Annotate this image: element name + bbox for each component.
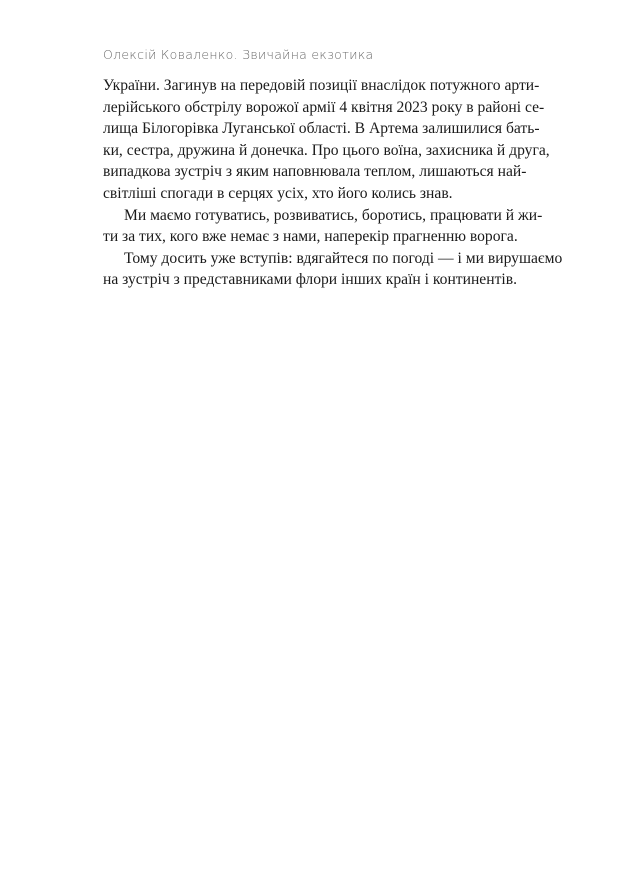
text-line: лерійського обстрілу ворожої армії 4 квітня 2023 року в районі се- (103, 98, 545, 116)
text-line: ки, сестра, дружина й донечка. Про цього воїна, захисника й друга, (103, 141, 550, 159)
body-text (103, 75, 563, 291)
running-header: Олексій Коваленко. Звичайна екзотика (103, 47, 374, 62)
text-line: України. Загинув на передовій позиції внаслідок потужного арти- (103, 77, 540, 94)
text-line: Тому досить уже вступів: вдягайтеся по погоді — і ми вирушаємо (124, 249, 563, 267)
text-line: на зустріч з представниками флори інших країн і континентів. (103, 271, 517, 289)
text-line: лища Білогорівка Луганської області. В Артема залишилися бать- (103, 120, 540, 138)
paragraph-3 (103, 248, 563, 291)
text-line: випадкова зустріч з яким наповнювала теплом, лишаються най- (103, 163, 527, 181)
paragraph-2 (103, 205, 543, 248)
text-line: Ми маємо готуватись, розвиватись, боротись, працювати й жи- (124, 206, 543, 224)
paragraph-1 (103, 75, 550, 205)
text-line: світліші спогади в серцях усіх, хто його колись знав. (103, 184, 453, 202)
text-line: ти за тих, кого вже немає з нами, наперекір прагненню ворога. (103, 228, 518, 246)
